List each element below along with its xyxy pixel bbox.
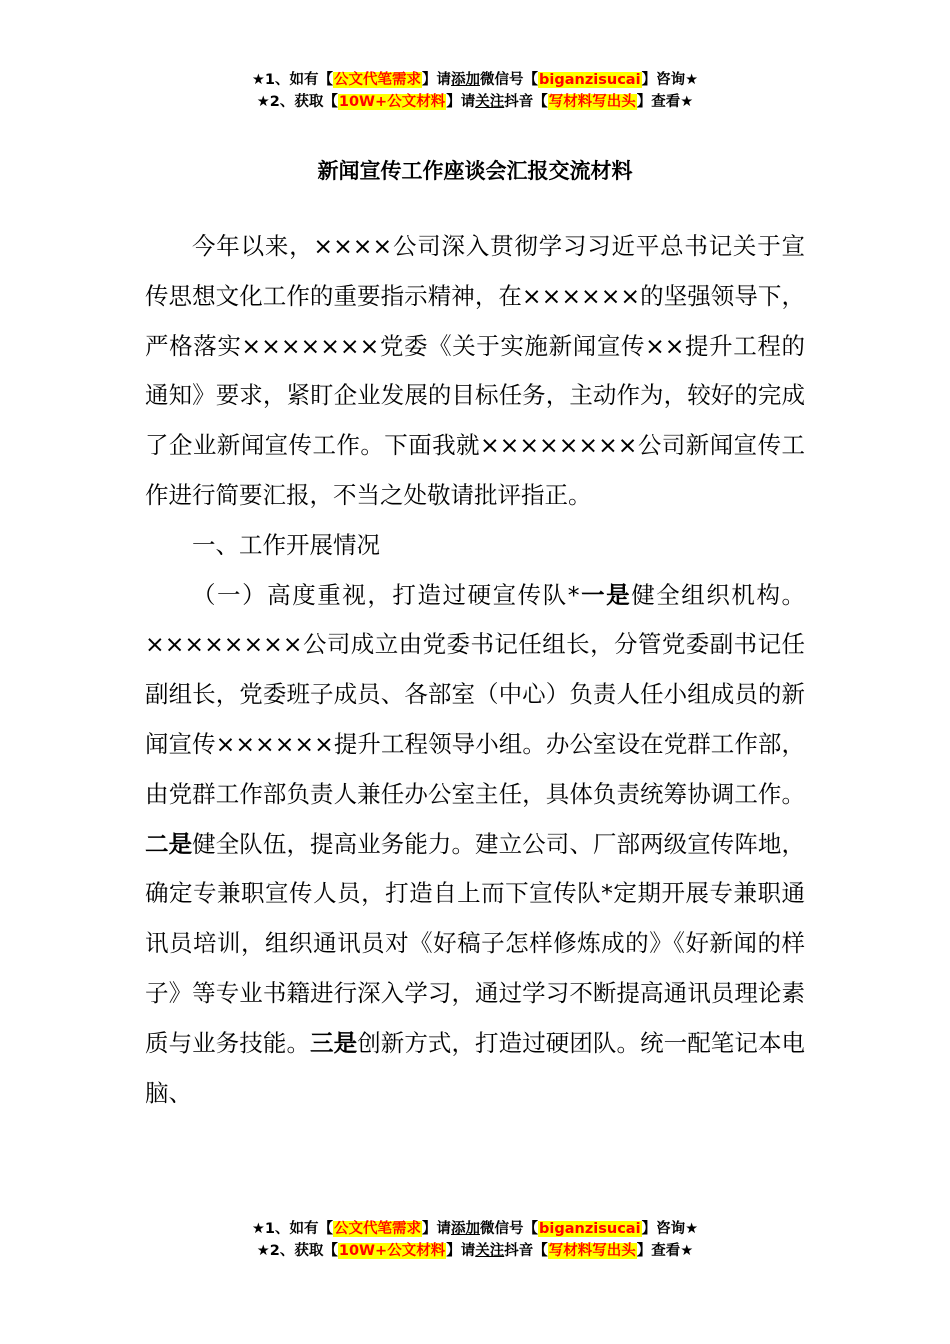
banner-line-1 xyxy=(0,1218,950,1240)
paragraph-text: 健全组织机构。××××××××公司成立由党委书记任组长，分管党委副书记任副组长，党委班子成员、各部室（中心）负责人任小组成员的新闻宣传××××××提升工程领导小组。办公室设在党群工作部，由党群工作部负责人兼任办公室主任，具体负责统筹协调工作。 xyxy=(145,580,805,808)
banner-text: 】查看★ xyxy=(636,1243,694,1259)
banner-highlight: 10W+公文材料 xyxy=(338,1243,446,1259)
banner-text: 】请 xyxy=(446,1243,476,1259)
paragraph-text: （一）高度重视，打造过硬宣传队* xyxy=(192,580,580,609)
paragraph-emphasis: 一是 xyxy=(579,580,632,609)
banner-underlined-text: 添加 xyxy=(451,72,481,88)
intro-paragraph: 今年以来，××××公司深入贯彻学习习近平总书记关于宣传思想文化工作的重要指示精神，在××××××的坚强领导下，严格落实×××××××党委《关于实施新闻宣传××提升工程的通知》要求，紧盯企业发展的目标任务，主动作为，较好的完成了企业新闻宣传工作。下面我就××××××××公司新闻宣传工作进行简要汇报，不当之处敬请批评指正。 xyxy=(145,232,805,509)
banner-text: 】咨询★ xyxy=(641,1221,699,1237)
banner-highlight: biganzisucai xyxy=(539,72,641,88)
banner-underlined-text: 关注 xyxy=(475,1243,505,1259)
banner-line-2 xyxy=(0,1240,950,1262)
banner-text: ★2、获取【 xyxy=(256,94,338,110)
banner-text: ★1、如有【 xyxy=(251,72,334,88)
banner-underlined-text: 关注 xyxy=(475,94,505,110)
paragraph-emphasis: 三是 xyxy=(310,1028,358,1057)
banner-text: 】请 xyxy=(422,72,452,88)
banner-underlined-text: 添加 xyxy=(451,1221,481,1237)
bottom-banner xyxy=(0,1218,950,1262)
banner-text: 抖音【 xyxy=(504,94,548,110)
section-heading: 一、工作开展情况 xyxy=(192,530,380,559)
paragraph-text: 健全队伍，提高业务能力。建立公司、厂部两级宣传阵地，确定专兼职宣传人员，打造自上而下宣传队*定期开展专兼职通讯员培训，组织通讯员对《好稿子怎样修炼成的》《好新闻的样子》等专业书籍进行深入学习，通过学习不断提高通讯员理论素质与业务技能。 xyxy=(145,829,806,1057)
banner-text: 抖音【 xyxy=(504,1243,548,1259)
banner-text: 】查看★ xyxy=(636,94,694,110)
banner-highlight: 公文代笔需求 xyxy=(334,72,422,88)
banner-text: ★1、如有【 xyxy=(251,1221,334,1237)
banner-text: 】请 xyxy=(422,1221,452,1237)
section-paragraph xyxy=(145,571,805,1119)
document-title: 新闻宣传工作座谈会汇报交流材料 xyxy=(317,159,633,183)
banner-highlight: 公文代笔需求 xyxy=(334,1221,422,1237)
banner-highlight: 写材料写出头 xyxy=(548,1243,636,1259)
banner-line-2 xyxy=(0,91,950,113)
top-banner xyxy=(0,69,950,113)
document-body xyxy=(145,222,805,1118)
paragraph-emphasis: 二是 xyxy=(145,829,193,858)
banner-highlight: 10W+公文材料 xyxy=(338,94,446,110)
banner-text: 微信号【 xyxy=(480,72,539,88)
banner-highlight: biganzisucai xyxy=(539,1221,641,1237)
banner-text: ★2、获取【 xyxy=(256,1243,338,1259)
banner-highlight: 写材料写出头 xyxy=(548,94,636,110)
banner-text: 】请 xyxy=(446,94,476,110)
paragraph-text: 创新方式，打造过硬团队。统一配笔记本电脑、 xyxy=(145,1028,806,1107)
banner-text: 微信号【 xyxy=(480,1221,539,1237)
banner-line-1 xyxy=(0,69,950,91)
banner-text: 】咨询★ xyxy=(641,72,699,88)
